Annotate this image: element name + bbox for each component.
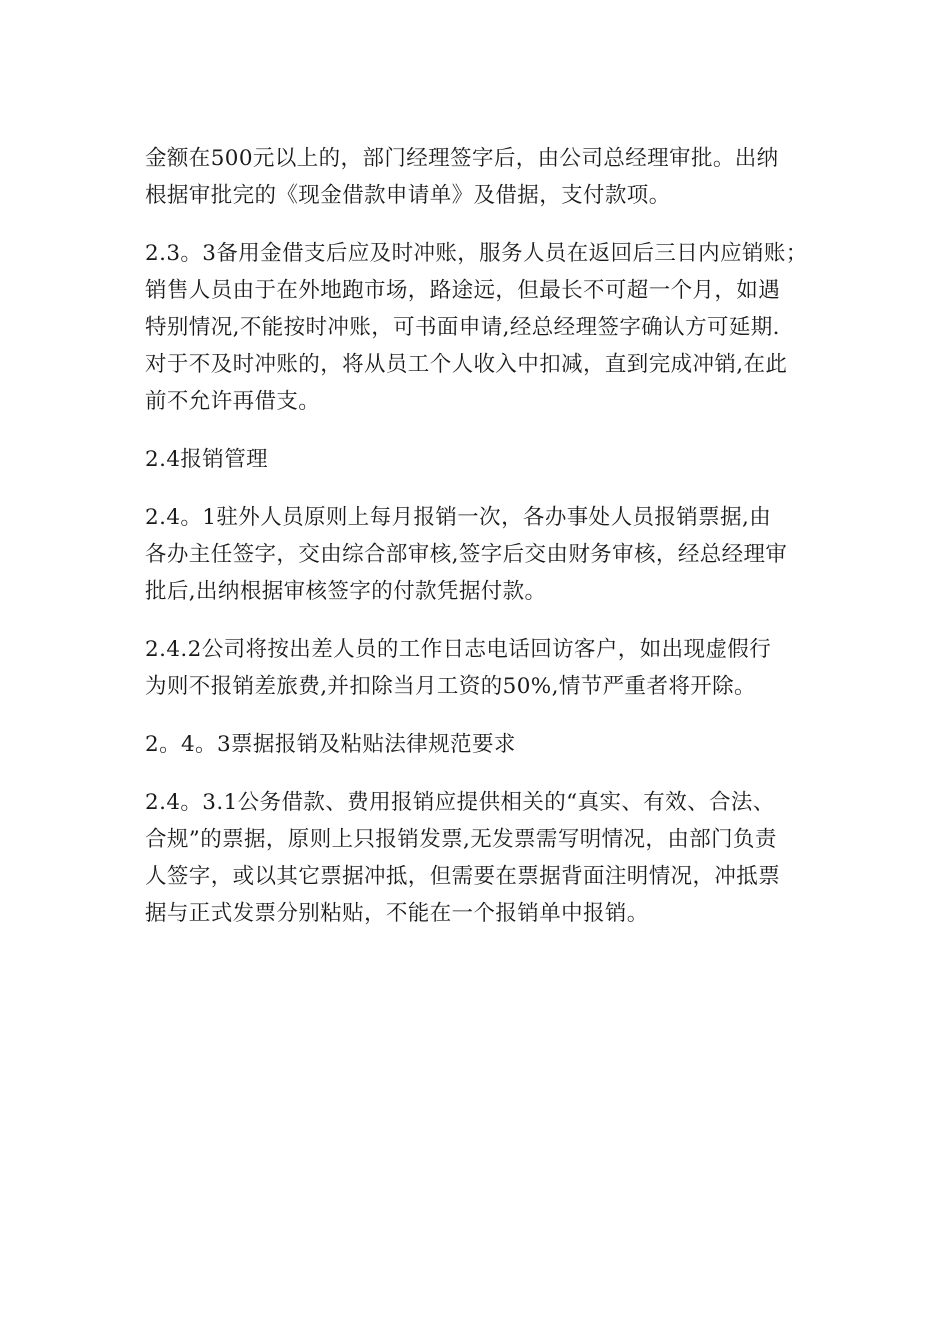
text-line: 2.4。1驻外人员原则上每月报销一次，各办事处人员报销票据,由 <box>145 505 772 530</box>
text-line: 根据审批完的《现金借款申请单》及借据，支付款项。 <box>145 183 671 208</box>
text-line: 销售人员由于在外地跑市场，路途远，但最长不可超一个月，如遇 <box>145 278 781 303</box>
heading-text: 2.4报销管理 <box>145 447 268 472</box>
paragraph-approval-payment <box>145 140 810 214</box>
section-heading-2-4-3 <box>145 726 810 763</box>
text-line: 前不允许再借支。 <box>145 389 321 414</box>
text-line: 为则不报销差旅费,并扣除当月工资的50%,情节严重者将开除。 <box>145 674 756 699</box>
text-line: 人签字，或以其它票据冲抵，但需要在票据背面注明情况，冲抵票 <box>145 864 781 889</box>
paragraph-2-3-3 <box>145 235 810 420</box>
text-line: 批后,出纳根据审核签字的付款凭据付款。 <box>145 579 547 604</box>
paragraph-2-4-3-1 <box>145 784 810 932</box>
paragraph-2-4-1 <box>145 499 810 610</box>
section-heading-2-4 <box>145 441 810 478</box>
text-line: 据与正式发票分别粘贴，不能在一个报销单中报销。 <box>145 901 649 926</box>
text-line: 合规”的票据，原则上只报销发票,无发票需写明情况，由部门负责 <box>145 827 777 852</box>
heading-text: 2。4。3票据报销及粘贴法律规范要求 <box>145 732 516 757</box>
text-line: 各办主任签字，交由综合部审核,签字后交由财务审核，经总经理审 <box>145 542 788 567</box>
document-body <box>145 140 810 953</box>
text-line: 2.4.2公司将按出差人员的工作日志电话回访客户，如出现虚假行 <box>145 637 772 662</box>
text-line: 2.3。3备用金借支后应及时冲账，服务人员在返回后三日内应销账； <box>145 241 808 266</box>
text-line: 金额在500元以上的，部门经理签字后，由公司总经理审批。出纳 <box>145 146 779 171</box>
text-line: 2.4。3.1公务借款、费用报销应提供相关的“真实、有效、合法、 <box>145 790 775 815</box>
text-line: 对于不及时冲账的，将从员工个人收入中扣减，直到完成冲销,在此 <box>145 352 788 377</box>
paragraph-2-4-2 <box>145 631 810 705</box>
text-line: 特别情况,不能按时冲账，可书面申请,经总经理签字确认方可延期. <box>145 315 780 340</box>
